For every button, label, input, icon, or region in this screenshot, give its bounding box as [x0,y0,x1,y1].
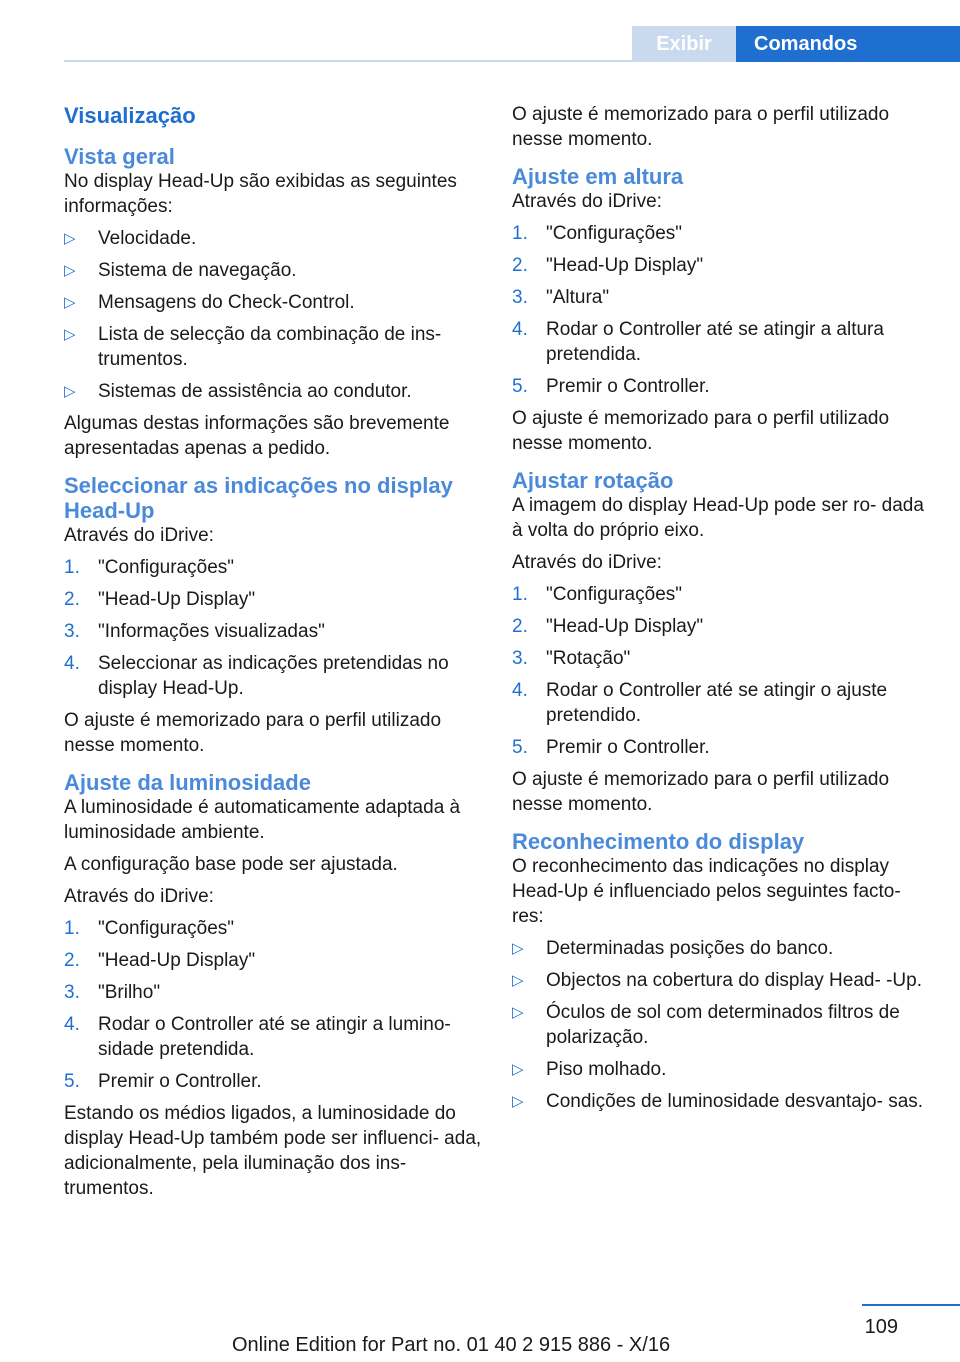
bullet-list [64,226,482,404]
list-item: 3. "Informações visualizadas" [64,621,325,642]
heading-reconhecimento: Reconhecimento do display [512,829,805,854]
list-item: 1. "Configurações" [512,223,683,244]
paragraph: O ajuste é memorizado para o perfil utilizado nesse momento. [64,710,442,756]
left-column [64,102,482,1208]
numbered-list [512,221,930,399]
list-item: 3. "Rotação" [512,648,631,669]
triangle-bullet-icon: ▷ [64,326,76,343]
paragraph: No display Head-Up são exibidas as seguintes informações: [64,171,457,217]
page-number: 109 [864,1316,898,1338]
heading-seleccionar: Seleccionar as indicações no display Head-Up [64,473,453,523]
list-item: 5. Premir o Controller. [512,376,710,397]
paragraph: Através do iDrive: [512,191,662,212]
list-item: 1. "Configurações" [64,557,235,578]
list-item: 4. Rodar o Controller até se atingir a altura pretendida. [512,319,884,365]
list-item: ▷ Mensagens do Check-Control. [64,292,355,313]
paragraph: O reconhecimento das indicações no display Head-Up é influenciado pelos seguintes facto- res: [512,856,901,927]
triangle-bullet-icon: ▷ [512,940,524,957]
list-item: ▷ Velocidade. [64,228,197,249]
triangle-bullet-icon: ▷ [512,1093,524,1110]
numbered-list [64,916,482,1094]
paragraph: A luminosidade é automaticamente adaptada à luminosidade ambiente. [64,797,461,843]
paragraph: Estando os médios ligados, a luminosidade do display Head-Up também pode ser influenci- ada, adicionalmente, pela iluminação dos ins- trumentos. [64,1103,482,1199]
triangle-bullet-icon: ▷ [512,1004,524,1021]
list-item: 4. Rodar o Controller até se atingir o ajuste pretendido. [512,680,888,726]
triangle-bullet-icon: ▷ [512,972,524,989]
heading-vista-geral: Vista geral [64,144,175,169]
list-item: 2. "Head-Up Display" [512,616,704,637]
edition-footer: Online Edition for Part no. 01 40 2 915 886 - X/16 [232,1334,671,1356]
bullet-list [512,936,930,1114]
list-item: ▷ Sistemas de assistência ao condutor. [64,381,412,402]
list-item: ▷ Óculos de sol com determinados filtros de polarização. [512,1002,900,1048]
list-item: 5. Premir o Controller. [512,737,710,758]
list-item: ▷ Sistema de navegação. [64,260,297,281]
paragraph: A imagem do display Head-Up pode ser ro- dada à volta do próprio eixo. [512,495,924,541]
section-title: Visualização [64,103,196,128]
right-column [512,102,930,1121]
triangle-bullet-icon: ▷ [64,294,76,311]
paragraph: A configuração base pode ser ajustada. [64,854,398,875]
list-item: 2. "Head-Up Display" [64,950,256,971]
numbered-list [512,582,930,760]
triangle-bullet-icon: ▷ [512,1061,524,1078]
list-item: 4. Seleccionar as indicações pretendidas no display Head-Up. [64,653,449,699]
paragraph: Através do iDrive: [64,886,214,907]
paragraph: Através do iDrive: [512,552,662,573]
paragraph: Algumas destas informações são brevemente apresentadas apenas a pedido. [64,413,450,459]
paragraph: O ajuste é memorizado para o perfil utilizado nesse momento. [512,104,890,150]
list-item: ▷ Objectos na cobertura do display Head- -Up. [512,970,922,991]
list-item: ▷ Determinadas posições do banco. [512,938,834,959]
paragraph: O ajuste é memorizado para o perfil utilizado nesse momento. [512,408,890,454]
heading-rotacao: Ajustar rotação [512,468,674,493]
footer-rule [862,1304,960,1306]
list-item: 2. "Head-Up Display" [512,255,704,276]
list-item: 1. "Configurações" [64,918,235,939]
paragraph: O ajuste é memorizado para o perfil utilizado nesse momento. [512,769,890,815]
numbered-list [64,555,482,701]
list-item: 3. "Altura" [512,287,610,308]
tab-comandos[interactable]: Comandos [736,26,960,62]
list-item: ▷ Piso molhado. [512,1059,667,1080]
tab-exibir[interactable]: Exibir [632,26,736,62]
list-item: 1. "Configurações" [512,584,683,605]
list-item: 2. "Head-Up Display" [64,589,256,610]
triangle-bullet-icon: ▷ [64,230,76,247]
header-tabs [632,26,960,62]
triangle-bullet-icon: ▷ [64,262,76,279]
triangle-bullet-icon: ▷ [64,383,76,400]
list-item: 3. "Brilho" [64,982,161,1003]
heading-luminosidade: Ajuste da luminosidade [64,770,311,795]
list-item: ▷ Lista de selecção da combinação de ins- trumentos. [64,324,442,370]
paragraph: Através do iDrive: [64,525,214,546]
heading-altura: Ajuste em altura [512,164,684,189]
list-item: 5. Premir o Controller. [64,1071,262,1092]
list-item: 4. Rodar o Controller até se atingir a lumino- sidade pretendida. [64,1014,451,1060]
list-item: ▷ Condições de luminosidade desvantajo- sas. [512,1091,924,1112]
